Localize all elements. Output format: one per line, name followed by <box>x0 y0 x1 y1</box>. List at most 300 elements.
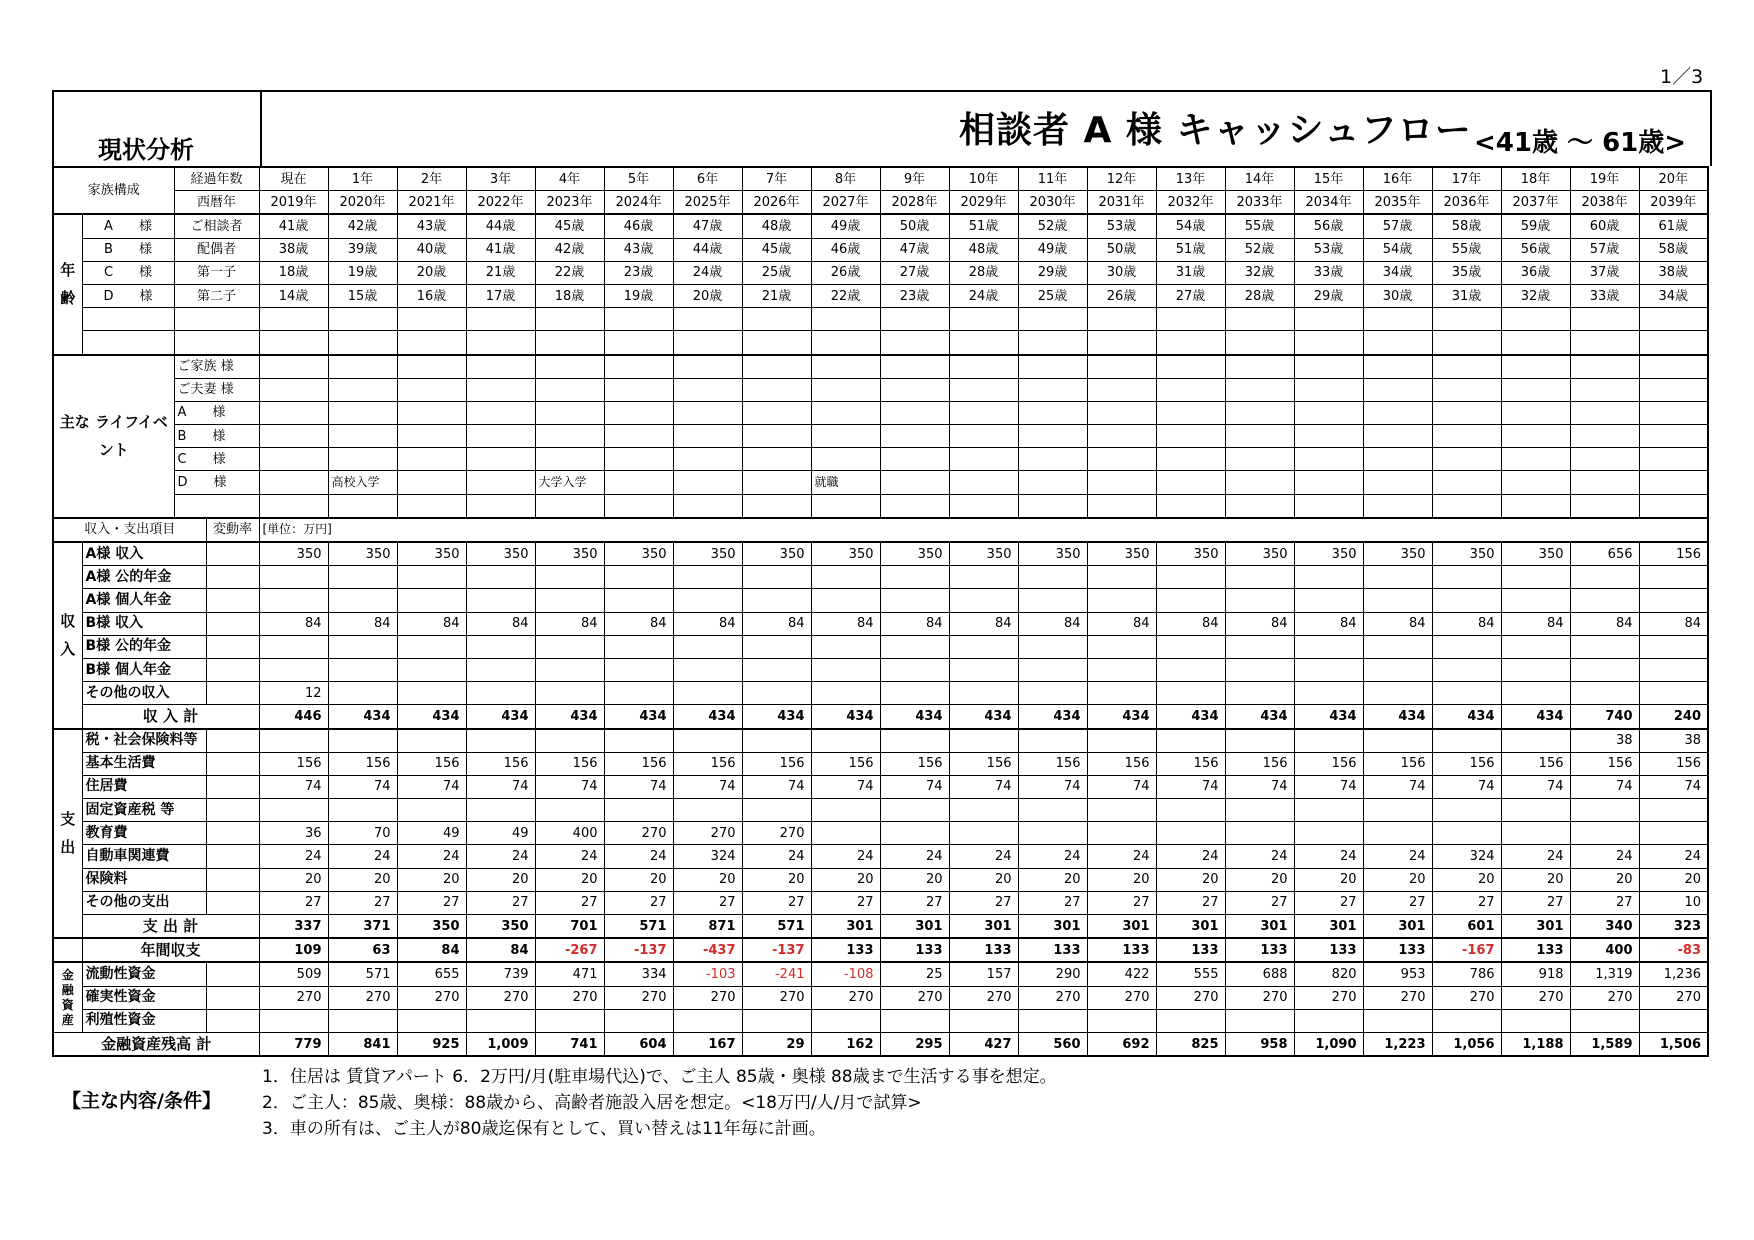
blank-cell <box>1294 331 1363 355</box>
change-rate-cell <box>206 612 259 635</box>
value-cell: 74 <box>1501 775 1570 798</box>
member-letter <box>82 238 174 261</box>
value-cell <box>397 635 466 658</box>
value-cell <box>742 658 811 681</box>
event-cell <box>1156 355 1225 379</box>
value-cell <box>535 682 604 705</box>
blank-cell <box>397 331 466 355</box>
value-cell: 12 <box>259 682 328 705</box>
event-member-label: A 様 <box>174 401 259 424</box>
age-cell: 59歳 <box>1501 214 1570 238</box>
value-cell: 350 <box>1018 542 1087 566</box>
value-cell: 74 <box>535 775 604 798</box>
value-cell <box>1639 682 1708 705</box>
value-cell <box>1501 822 1570 845</box>
elapsed-cell: 2年 <box>397 167 466 191</box>
year-cell: 2024年 <box>604 191 673 215</box>
table-row <box>53 635 1708 658</box>
value-cell: 24 <box>1225 845 1294 868</box>
table-row <box>53 238 1708 261</box>
age-cell: 39歳 <box>328 238 397 261</box>
year-cell: 2033年 <box>1225 191 1294 215</box>
blank-cell <box>1087 331 1156 355</box>
event-cell <box>1018 425 1087 448</box>
value-cell <box>1156 682 1225 705</box>
asset-total-cell: 1,223 <box>1363 1032 1432 1056</box>
event-cell <box>259 425 328 448</box>
income-total-cell: 434 <box>1156 705 1225 729</box>
age-cell: 32歳 <box>1225 261 1294 284</box>
elapsed-cell: 1年 <box>328 167 397 191</box>
value-cell <box>466 635 535 658</box>
event-cell <box>949 401 1018 424</box>
table-row <box>53 938 1708 962</box>
value-cell <box>604 589 673 612</box>
value-cell <box>949 566 1018 589</box>
blank-cell <box>1225 331 1294 355</box>
income-total-label: 収 入 計 <box>82 705 259 729</box>
value-cell <box>1018 1009 1087 1032</box>
event-cell <box>1156 471 1225 494</box>
value-cell: 84 <box>1432 612 1501 635</box>
value-cell: 156 <box>1156 752 1225 775</box>
member-letter <box>82 284 174 307</box>
income-total-cell: 434 <box>811 705 880 729</box>
age-cell: 60歳 <box>1570 214 1639 238</box>
age-cell: 28歳 <box>1225 284 1294 307</box>
balance-cell: -167 <box>1432 938 1501 962</box>
event-cell <box>1156 378 1225 401</box>
value-cell <box>466 1009 535 1032</box>
event-cell <box>1087 471 1156 494</box>
value-cell: 270 <box>1432 986 1501 1009</box>
value-cell <box>1156 589 1225 612</box>
income-item-label: B様 公的年金 <box>82 635 206 658</box>
value-cell: 786 <box>1432 962 1501 986</box>
value-cell: 84 <box>328 612 397 635</box>
value-cell: 74 <box>949 775 1018 798</box>
blank-cell <box>811 331 880 355</box>
blank-cell <box>1018 331 1087 355</box>
blank-cell <box>1156 308 1225 331</box>
blank-cell <box>1294 494 1363 518</box>
blank-cell <box>1225 494 1294 518</box>
value-cell <box>742 799 811 822</box>
blank-cell <box>1087 494 1156 518</box>
age-cell: 15歳 <box>328 284 397 307</box>
income-item-label: その他の収入 <box>82 682 206 705</box>
value-cell: 24 <box>811 845 880 868</box>
event-cell <box>1225 425 1294 448</box>
year-cell: 2031年 <box>1087 191 1156 215</box>
value-cell: 24 <box>466 845 535 868</box>
blank-cell <box>259 494 328 518</box>
age-cell: 17歳 <box>466 284 535 307</box>
event-cell <box>949 448 1018 471</box>
expense-total-cell: 301 <box>949 915 1018 939</box>
value-cell <box>949 1009 1018 1032</box>
blank-cell <box>1570 331 1639 355</box>
value-cell <box>742 589 811 612</box>
event-cell <box>1570 378 1639 401</box>
value-cell <box>811 1009 880 1032</box>
value-cell <box>1639 1009 1708 1032</box>
income-total-cell: 434 <box>604 705 673 729</box>
value-cell <box>328 1009 397 1032</box>
table-row <box>53 845 1708 868</box>
balance-cell: 133 <box>1225 938 1294 962</box>
age-cell: 58歳 <box>1639 238 1708 261</box>
value-cell <box>1087 566 1156 589</box>
event-cell <box>535 378 604 401</box>
event-cell <box>1294 378 1363 401</box>
income-item-label: B様 収入 <box>82 612 206 635</box>
value-cell: 20 <box>604 868 673 891</box>
value-cell <box>742 566 811 589</box>
income-total-cell: 434 <box>1363 705 1432 729</box>
value-cell: 270 <box>742 986 811 1009</box>
value-cell <box>1570 799 1639 822</box>
value-cell <box>1018 822 1087 845</box>
value-cell <box>949 635 1018 658</box>
elapsed-cell: 10年 <box>949 167 1018 191</box>
table-row <box>53 729 1708 753</box>
value-cell: 20 <box>1363 868 1432 891</box>
age-cell: 44歳 <box>673 238 742 261</box>
value-cell <box>397 658 466 681</box>
table-row <box>53 658 1708 681</box>
age-range: <41歳 ～ 61歳> <box>1474 128 1687 158</box>
event-cell <box>466 378 535 401</box>
value-cell <box>673 589 742 612</box>
year-cell: 2022年 <box>466 191 535 215</box>
asset-total-cell: 604 <box>604 1032 673 1056</box>
value-cell: 74 <box>673 775 742 798</box>
year-cell: 2035年 <box>1363 191 1432 215</box>
asset-total-cell: 779 <box>259 1032 328 1056</box>
elapsed-cell: 13年 <box>1156 167 1225 191</box>
age-cell: 25歳 <box>1018 284 1087 307</box>
age-cell: 24歳 <box>673 261 742 284</box>
event-cell <box>1501 401 1570 424</box>
blank-cell <box>259 331 328 355</box>
value-cell <box>1156 799 1225 822</box>
value-cell: 74 <box>742 775 811 798</box>
income-total-cell: 434 <box>1294 705 1363 729</box>
value-cell <box>397 589 466 612</box>
value-cell: 156 <box>397 752 466 775</box>
age-cell: 22歳 <box>811 284 880 307</box>
value-cell: 27 <box>1501 891 1570 914</box>
value-cell <box>880 682 949 705</box>
balance-cell: 133 <box>811 938 880 962</box>
value-cell: 74 <box>1018 775 1087 798</box>
value-cell: 25 <box>880 962 949 986</box>
year-cell: 2021年 <box>397 191 466 215</box>
year-cell: 2019年 <box>259 191 328 215</box>
income-total-cell: 434 <box>742 705 811 729</box>
blank-cell <box>1432 494 1501 518</box>
year-cell: 2039年 <box>1639 191 1708 215</box>
blank-cell <box>673 494 742 518</box>
value-cell <box>880 589 949 612</box>
event-cell <box>466 355 535 379</box>
blank-cell <box>328 494 397 518</box>
value-cell: 24 <box>1018 845 1087 868</box>
value-cell <box>259 658 328 681</box>
event-cell <box>1570 355 1639 379</box>
expense-total-cell: 301 <box>1294 915 1363 939</box>
event-cell <box>742 355 811 379</box>
value-cell <box>1432 1009 1501 1032</box>
value-cell: 688 <box>1225 962 1294 986</box>
event-cell <box>1432 448 1501 471</box>
value-cell: 350 <box>1225 542 1294 566</box>
event-cell <box>1294 471 1363 494</box>
age-cell: 29歳 <box>1018 261 1087 284</box>
age-side-label: 年齢 <box>53 214 82 354</box>
blank-cell <box>535 308 604 331</box>
age-cell: 44歳 <box>466 214 535 238</box>
value-cell <box>1018 566 1087 589</box>
table-row <box>53 612 1708 635</box>
event-cell <box>673 401 742 424</box>
value-cell <box>1570 635 1639 658</box>
balance-cell: 133 <box>880 938 949 962</box>
value-cell <box>466 799 535 822</box>
event-cell <box>328 425 397 448</box>
event-cell <box>604 355 673 379</box>
expense-total-cell: 301 <box>880 915 949 939</box>
age-cell: 31歳 <box>1432 284 1501 307</box>
event-cell <box>1639 355 1708 379</box>
blank-cell <box>949 308 1018 331</box>
event-cell <box>604 378 673 401</box>
member-role: 第二子 <box>174 284 259 307</box>
event-cell <box>949 378 1018 401</box>
event-cell <box>1432 378 1501 401</box>
table-row <box>53 214 1708 238</box>
age-cell: 23歳 <box>604 261 673 284</box>
balance-cell: 133 <box>1363 938 1432 962</box>
expense-total-cell: 701 <box>535 915 604 939</box>
value-cell: 20 <box>880 868 949 891</box>
blank-cell <box>1087 308 1156 331</box>
value-cell: -241 <box>742 962 811 986</box>
income-total-cell: 434 <box>1432 705 1501 729</box>
value-cell <box>1294 729 1363 753</box>
value-cell <box>742 729 811 753</box>
event-cell <box>1363 471 1432 494</box>
blank-cell <box>174 308 259 331</box>
blank-cell <box>880 331 949 355</box>
blank-cell <box>1363 308 1432 331</box>
table-row <box>53 589 1708 612</box>
value-cell <box>1018 799 1087 822</box>
value-cell: 27 <box>1018 891 1087 914</box>
age-cell: 16歳 <box>397 284 466 307</box>
age-cell: 41歳 <box>466 238 535 261</box>
value-cell: 156 <box>811 752 880 775</box>
value-cell: 156 <box>742 752 811 775</box>
blank-cell <box>1294 308 1363 331</box>
value-cell <box>1087 589 1156 612</box>
event-cell <box>466 401 535 424</box>
value-cell: 270 <box>1225 986 1294 1009</box>
value-cell: 27 <box>1087 891 1156 914</box>
age-cell: 50歳 <box>880 214 949 238</box>
member-letter-text: A <box>104 218 113 234</box>
elapsed-cell: 現在 <box>259 167 328 191</box>
value-cell <box>673 799 742 822</box>
event-cell <box>535 355 604 379</box>
expense-item-label: 自動車関連費 <box>82 845 206 868</box>
income-total-cell: 434 <box>1501 705 1570 729</box>
value-cell: 270 <box>604 822 673 845</box>
elapsed-cell: 16年 <box>1363 167 1432 191</box>
event-cell <box>673 425 742 448</box>
event-cell <box>1225 378 1294 401</box>
value-cell: 84 <box>604 612 673 635</box>
event-cell <box>466 425 535 448</box>
event-cell <box>1156 425 1225 448</box>
event-cell <box>1225 471 1294 494</box>
age-cell: 42歳 <box>535 238 604 261</box>
value-cell <box>397 566 466 589</box>
value-cell: 24 <box>1501 845 1570 868</box>
value-cell: 270 <box>811 986 880 1009</box>
age-cell: 52歳 <box>1018 214 1087 238</box>
member-suffix: 様 <box>138 242 152 258</box>
blank-cell <box>466 494 535 518</box>
elapsed-cell: 12年 <box>1087 167 1156 191</box>
elapsed-cell: 11年 <box>1018 167 1087 191</box>
value-cell: 156 <box>1294 752 1363 775</box>
condition-note-1: 1．住居は 賃貸アパート 6．2万円/月(駐車場代込)で、ご主人 85歳・奥様 88歳まで生活する事を想定。 <box>262 1067 1057 1087</box>
event-cell <box>949 425 1018 448</box>
event-cell <box>811 355 880 379</box>
event-cell <box>1639 471 1708 494</box>
value-cell <box>604 682 673 705</box>
value-cell <box>535 589 604 612</box>
value-cell: 27 <box>466 891 535 914</box>
blank-cell <box>53 938 82 962</box>
year-cell: 2038年 <box>1570 191 1639 215</box>
age-cell: 27歳 <box>880 261 949 284</box>
table-row <box>53 915 1708 939</box>
value-cell: 324 <box>673 845 742 868</box>
elapsed-cell: 15年 <box>1294 167 1363 191</box>
value-cell: 156 <box>328 752 397 775</box>
value-cell: 84 <box>397 612 466 635</box>
value-cell: 27 <box>535 891 604 914</box>
event-cell <box>397 378 466 401</box>
elapsed-cell: 17年 <box>1432 167 1501 191</box>
age-cell: 32歳 <box>1501 284 1570 307</box>
event-cell <box>1087 425 1156 448</box>
age-cell: 19歳 <box>328 261 397 284</box>
items-label: 収入・支出項目 <box>53 518 206 542</box>
blank-cell <box>811 494 880 518</box>
income-total-cell: 434 <box>466 705 535 729</box>
change-rate-cell <box>206 962 259 986</box>
elapsed-cell: 20年 <box>1639 167 1708 191</box>
value-cell: 156 <box>1639 752 1708 775</box>
asset-total-cell: 741 <box>535 1032 604 1056</box>
member-role: ご相談者 <box>174 214 259 238</box>
event-cell <box>259 378 328 401</box>
event-cell <box>1363 448 1432 471</box>
value-cell <box>880 822 949 845</box>
value-cell: 270 <box>1639 986 1708 1009</box>
value-cell <box>1156 635 1225 658</box>
event-cell <box>1225 401 1294 424</box>
value-cell: 270 <box>1294 986 1363 1009</box>
value-cell <box>328 635 397 658</box>
value-cell: 156 <box>1639 542 1708 566</box>
blank-cell <box>466 331 535 355</box>
value-cell <box>466 682 535 705</box>
table-row <box>53 378 1708 401</box>
value-cell: 270 <box>1501 986 1570 1009</box>
value-cell: 350 <box>259 542 328 566</box>
age-cell: 19歳 <box>604 284 673 307</box>
value-cell <box>535 799 604 822</box>
value-cell <box>811 658 880 681</box>
event-cell <box>1018 448 1087 471</box>
value-cell <box>673 729 742 753</box>
age-cell: 42歳 <box>328 214 397 238</box>
value-cell <box>1087 729 1156 753</box>
value-cell: 20 <box>328 868 397 891</box>
asset-total-label: 金融資産残高 計 <box>53 1032 259 1056</box>
value-cell <box>1018 589 1087 612</box>
table-row <box>53 261 1708 284</box>
value-cell <box>1294 589 1363 612</box>
value-cell <box>604 799 673 822</box>
event-cell <box>1018 378 1087 401</box>
event-cell <box>811 448 880 471</box>
blank-cell <box>1639 331 1708 355</box>
value-cell: 270 <box>259 986 328 1009</box>
event-cell <box>1087 401 1156 424</box>
event-cell <box>880 471 949 494</box>
member-suffix: 様 <box>139 288 153 304</box>
age-cell: 56歳 <box>1501 238 1570 261</box>
value-cell <box>1501 658 1570 681</box>
age-cell: 33歳 <box>1294 261 1363 284</box>
asset-total-cell: 825 <box>1156 1032 1225 1056</box>
table-row <box>53 284 1708 307</box>
value-cell <box>1363 799 1432 822</box>
income-item-label: A様 個人年金 <box>82 589 206 612</box>
event-cell <box>604 401 673 424</box>
page-number: 1／3 <box>1660 66 1704 88</box>
value-cell: 739 <box>466 962 535 986</box>
expense-total-cell: 871 <box>673 915 742 939</box>
expense-item-label: その他の支出 <box>82 891 206 914</box>
annual-balance-label: 年間収支 <box>82 938 259 962</box>
value-cell <box>880 566 949 589</box>
value-cell: 84 <box>880 612 949 635</box>
value-cell: 74 <box>880 775 949 798</box>
event-cell <box>328 378 397 401</box>
condition-note-2: 2．ご主人：85歳、奥様：88歳から、高齢者施設入居を想定。<18万円/人/月で試算> <box>262 1093 922 1113</box>
asset-total-cell: 1,506 <box>1639 1032 1708 1056</box>
blank-cell <box>328 331 397 355</box>
value-cell <box>811 589 880 612</box>
event-cell <box>1570 448 1639 471</box>
